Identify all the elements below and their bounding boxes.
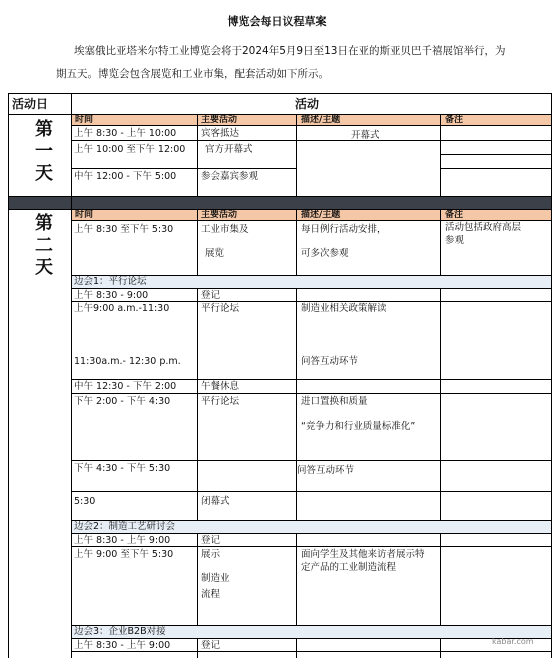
session2-title: 边会2：制造工艺研讨会 [74,521,176,532]
grid-line [71,220,551,221]
s1-desc-3: 问答互动环节 [301,356,359,367]
day2-label: 第二天 [35,213,53,278]
s1-main-4: 午餐休息 [201,381,240,392]
subheader-desc-2: 描述/主题 [301,210,341,220]
grid-line [197,288,198,520]
grid-line [71,93,72,658]
watermark: kabar.com [492,637,534,646]
day1-label: 第一天 [35,119,53,184]
session3-title: 边会3：企业B2B对接 [74,626,166,637]
d1-time-1: 上午 8:30 - 上午 10:00 [74,128,177,139]
d1-main-1: 宾客抵达 [201,128,240,139]
grid-line [296,288,297,520]
grid-line [551,93,552,658]
subheader-note-2: 备注 [445,210,464,220]
d2-desc-1a: 每日例行活动安排， [301,224,387,235]
s3-time-1: 上午 8:30 - 上午 9:00 [74,640,171,651]
grid-line [71,379,551,380]
grid-line [440,533,441,625]
s2-time-1: 上午 8:30 - 上午 9:00 [74,535,171,546]
intro-line-1: 埃塞俄比亚塔米尔特工业博览会将于2024年5月9日至13日在亚的斯亚贝巴千禧展馆举行，为 [74,45,506,57]
grid-line [71,140,551,141]
grid-line [71,301,551,302]
grid-line [71,168,296,169]
d2-note-1b: 参观 [445,235,465,246]
grid-line [71,625,551,626]
s1-main-2: 平行论坛 [201,303,240,314]
intro-paragraph [56,40,534,86]
subheader-desc: 描述/主题 [301,115,341,125]
grid-line [71,491,551,492]
grid-line [71,275,551,276]
s2-main-2c: 流程 [201,589,221,600]
grid-line [8,93,9,658]
grid-line [8,114,551,115]
grid-line [71,393,551,394]
grid-line [71,125,551,126]
s3-main-1: 登记 [201,640,221,651]
col-header-activity: 活动 [295,97,320,111]
s1-desc-5a: 进口置换和质量 [301,396,368,407]
grid-line [71,651,551,652]
s1-desc-5b: “竞争力和行业质量标准化” [301,421,416,432]
s1-desc-2: 制造业相关政策解读 [301,303,387,314]
d1-main-2: 官方开幕式 [205,144,253,155]
d1-time-2: 上午 10:00 至下午 12:00 [74,144,186,155]
grid-line [440,638,441,658]
s2-main-2b: 制造业 [201,573,230,584]
session1-title: 边会1：平行论坛 [74,276,147,287]
intro-line-2: 期五天。博览会包含展览和工业市集，配套活动如下所示。 [56,68,329,80]
grid-line [71,638,551,639]
grid-line [8,93,551,94]
s2-time-2: 上午 9:00 至下午 5:30 [74,549,174,560]
s1-time-4: 中午 12:30 - 下午 2:00 [74,381,177,392]
col-header-day: 活动日 [12,97,49,111]
subheader-main: 主要活动 [201,115,238,125]
s1-main-7: 闭幕式 [201,496,230,507]
grid-line [296,533,297,625]
s2-main-1: 登记 [201,535,221,546]
grid-line [197,638,198,658]
grid-line [296,114,297,196]
s2-desc-2a: 面向学生及其他来访者展示特 [301,549,425,560]
grid-line [8,196,551,197]
d2-note-1a: 活动包括政府高层 [445,222,522,233]
s1-desc-6: 问答互动环节 [297,465,355,476]
agenda-table [8,93,551,658]
subheader-main-2: 主要活动 [201,210,238,220]
d1-desc-1: 开幕式 [351,130,380,141]
s2-desc-2b: 定产品的工业制造流程 [301,562,397,573]
d2-main-1b: 展览 [205,248,225,259]
grid-line [71,520,551,521]
s1-time-7: 5:30 [74,496,96,507]
s1-time-5: 下午 2:00 - 下午 4:30 [74,396,171,407]
grid-line [197,209,198,275]
subheader-note: 备注 [445,115,464,125]
s1-time-6: 下午 4:30 - 下午 5:30 [74,463,171,474]
day-separator [8,197,551,209]
d2-time-1: 上午 8:30 至下午 5:30 [74,224,174,235]
s1-time-3: 11:30a.m.- 12:30 p.m. [74,356,181,367]
grid-line [440,288,441,520]
d1-time-3: 中午 12:00 - 下午 5:00 [74,171,177,182]
grid-line [71,288,551,289]
page-title: 博览会每日议程草案 [227,15,327,28]
grid-line [71,460,551,461]
grid-line [440,209,441,275]
s1-time-2: 上午9:00 a.m.-11:30 [74,303,170,314]
grid-line [197,114,198,196]
grid-line [8,209,551,210]
subheader-time: 时间 [75,115,94,125]
s1-main-5: 平行论坛 [201,396,240,407]
grid-line [440,168,551,169]
grid-line [71,546,551,547]
grid-line [197,533,198,625]
subheader-time-2: 时间 [75,210,94,220]
grid-line [440,154,551,155]
d1-main-3: 参会嘉宾参观 [201,171,259,182]
s1-main-1: 登记 [201,290,221,301]
grid-line [296,209,297,275]
grid-line [440,114,441,196]
grid-line [71,533,551,534]
s2-main-2a: 展示 [201,549,221,560]
d2-main-1a: 工业市集及 [201,224,249,235]
grid-line [296,638,297,658]
s1-time-1: 上午 8:30 - 9:00 [74,290,149,301]
d2-desc-1b: 可多次参观 [301,248,349,259]
